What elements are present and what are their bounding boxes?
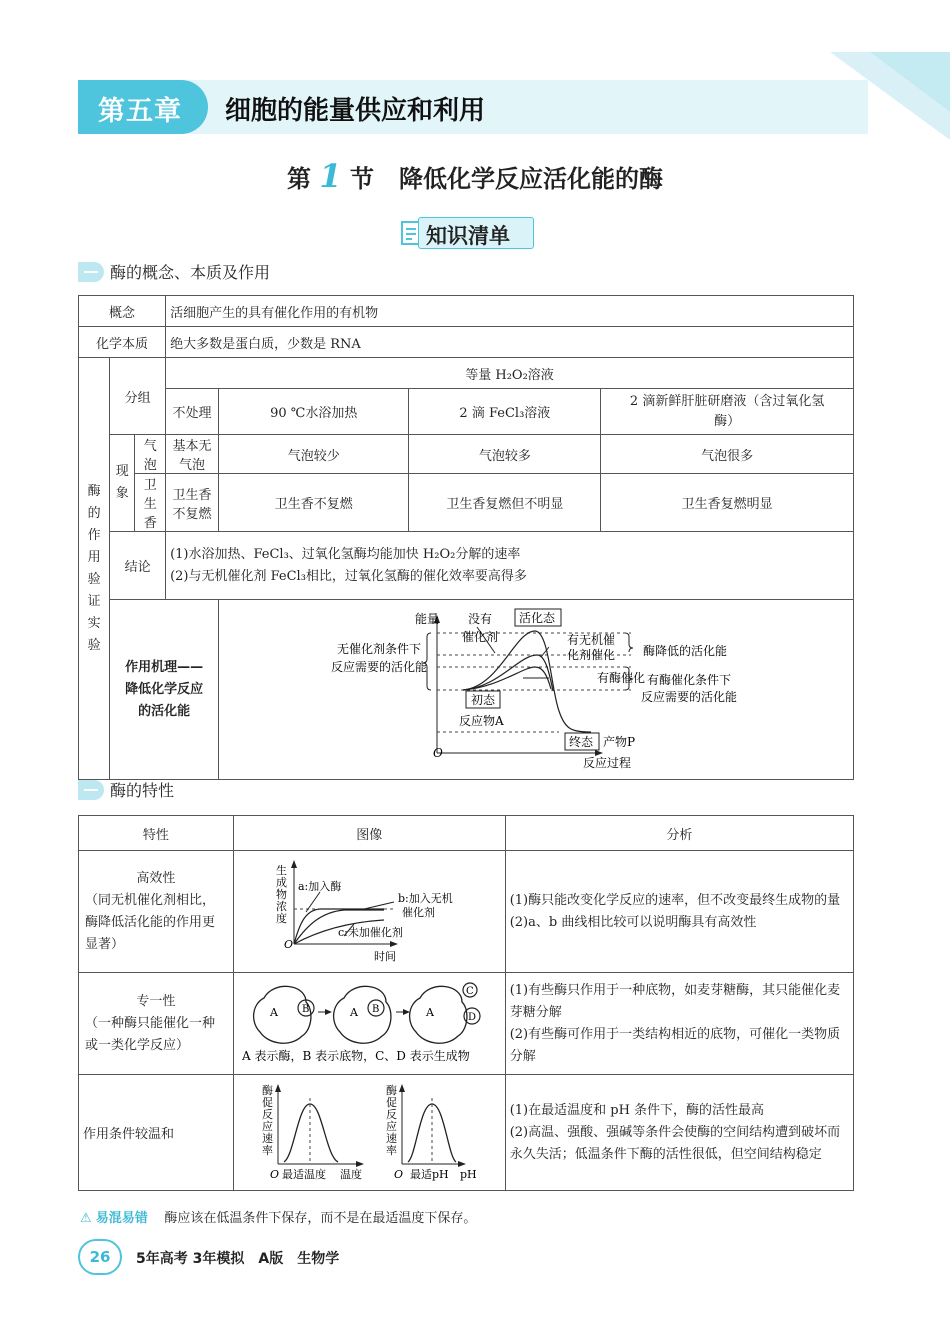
efficiency-ylabel-1: 生	[275, 863, 287, 877]
header-analysis: 分析	[505, 816, 853, 851]
group-cell: 2 滴 FeCl₃溶液	[409, 389, 601, 435]
warning-icon: ⚠	[80, 1211, 92, 1226]
tip-label: 易混易错	[95, 1211, 148, 1226]
conclusion-1: (1)水浴加热、FeCl₃、过氧化氢酶均能加快 H₂O₂分解的速率	[170, 546, 521, 562]
solution-label: 等量 H₂O₂溶液	[166, 358, 854, 389]
product-C: C	[465, 985, 474, 997]
temp-ylabel-6: 率	[261, 1143, 273, 1157]
concept-label: 概念	[79, 296, 166, 327]
temp-ylabel-2: 促	[261, 1095, 273, 1109]
substrate-B-1: B	[301, 1003, 310, 1015]
curve-b-label-2: 催化剂	[401, 905, 435, 919]
efficiency-ylabel-3: 物	[275, 887, 287, 901]
chapter-tag	[78, 80, 208, 134]
incense-cell: 卫生香不复燃	[218, 474, 409, 532]
part2-title: 酶的特性	[110, 781, 175, 800]
bubble-cell: 气泡较多	[409, 435, 601, 474]
header-image: 图像	[233, 816, 505, 851]
origin-label: O	[432, 745, 443, 760]
bubble-cell: 气泡很多	[601, 435, 854, 474]
conclusion-label: 结论	[110, 532, 166, 600]
no-catalyst-label-1: 没有	[467, 611, 492, 626]
chapter-title: 细胞的能量供应和利用	[225, 96, 486, 126]
temp-axis-end: 温度	[339, 1167, 362, 1181]
page-number: 26	[89, 1248, 111, 1266]
temp-ylabel-4: 应	[261, 1119, 273, 1133]
knowledge-list-label: 知识清单	[426, 224, 510, 248]
bubble-label: 气泡	[135, 435, 166, 474]
phenomenon-label: 现象	[110, 435, 135, 532]
right-annotation-2b: 反应需要的活化能	[640, 689, 737, 704]
temp-ylabel-1: 酶	[261, 1083, 273, 1097]
efficiency-name: 高效性	[136, 870, 176, 886]
energy-axis-label: 能量	[414, 611, 439, 626]
ph-ylabel-2: 促	[385, 1095, 397, 1109]
efficiency-xlabel: 时间	[373, 949, 396, 963]
product-D: D	[467, 1011, 476, 1023]
book-title: 5年高考 3年模拟 A版 生物学	[136, 1251, 340, 1267]
nature-value: 绝大多数是蛋白质，少数是 RNA	[166, 327, 854, 358]
curve-a-label: a:加入酶	[297, 879, 341, 893]
corner-decoration	[830, 52, 950, 140]
specificity-caption: A 表示酶，B 表示底物，C、D 表示生成物	[241, 1048, 470, 1063]
inorganic-catalyst-label-2: 化剂催化	[566, 647, 615, 662]
ph-ylabel-4: 应	[385, 1119, 397, 1133]
efficiency-origin: O	[283, 937, 293, 951]
page-number-badge	[78, 1239, 122, 1275]
curve-b-label-1: b:加入无机	[397, 891, 453, 905]
group-cell: 90 ℃水浴加热	[218, 389, 409, 435]
group-label: 分组	[110, 358, 166, 435]
enzyme-A-2: A	[349, 1005, 358, 1019]
conditions-graphs	[234, 1076, 504, 1190]
incense-cell: 卫生香不复燃	[166, 474, 219, 532]
tip-text: 酶应该在低温条件下保存，而不是在最适温度下保存。	[164, 1211, 477, 1226]
left-annotation-1: 无催化剂条件下	[336, 641, 421, 656]
bubble-cell: 基本无气泡	[166, 435, 219, 474]
section-prefix: 第	[286, 164, 311, 193]
enzyme-A-1: A	[269, 1005, 278, 1019]
ph-ylabel-1: 酶	[385, 1083, 397, 1097]
efficiency-analysis-1: (1)酶只能改变化学反应的速率，但不改变最终生成物的量	[509, 892, 841, 908]
ph-ylabel-5: 速	[385, 1131, 397, 1145]
mechanism-label-2: 降低化学反应	[125, 681, 204, 697]
temp-optimal-label: 最适温度	[281, 1167, 326, 1181]
incense-label: 卫生香	[135, 474, 166, 532]
activated-state-label: 活化态	[518, 610, 555, 625]
mechanism-label-3: 的活化能	[138, 703, 191, 719]
efficiency-analysis-2: (2)a、b 曲线相比较可以说明酶具有高效性	[509, 914, 757, 930]
enzyme-concept-table	[78, 295, 854, 780]
final-state-label: 终态	[568, 734, 593, 749]
efficiency-graph	[234, 852, 504, 972]
specificity-analysis-2: (2)有些酶可作用于一类结构相近的底物，可催化一类物质分解	[509, 1026, 841, 1064]
right-annotation-1: 酶降低的活化能	[642, 643, 727, 658]
conditions-analysis-1: (1)在最适温度和 pH 条件下，酶的活性最高	[509, 1102, 765, 1118]
ph-optimal-label: 最适pH	[409, 1167, 449, 1181]
substrate-B-2: B	[371, 1003, 380, 1015]
efficiency-desc: （同无机催化剂相比，酶降低活化能的作用更显著）	[85, 892, 216, 952]
mild-conditions-name: 作用条件较温和	[79, 1075, 234, 1191]
concept-value: 活细胞产生的具有催化作用的有机物	[166, 296, 854, 327]
reactant-label: 反应物A	[458, 713, 504, 728]
ph-origin: O	[393, 1167, 403, 1181]
inorganic-catalyst-label-1: 有无机催	[566, 632, 615, 647]
conclusion-2: (2)与无机催化剂 FeCl₃相比，过氧化氢酶的催化效率要高得多	[170, 568, 527, 584]
group-cell: 不处理	[166, 389, 219, 435]
tip-row	[80, 1207, 476, 1226]
conditions-analysis-2: (2)高温、强酸、强碱等条件会使酶的空间结构遭到破坏而永久失活；低温条件下酶的活性很低，但空间结构稳定	[509, 1124, 841, 1162]
group-cell: 2 滴新鲜肝脏研磨液（含过氧化氢酶）	[601, 389, 854, 435]
temp-ylabel-5: 速	[261, 1131, 273, 1145]
x-axis-label: 反应过程	[582, 755, 631, 770]
section-suffix: 节	[349, 164, 374, 193]
specificity-desc: （一种酶只能催化一种或一类化学反应）	[85, 1015, 216, 1053]
left-annotation-2: 反应需要的活化能	[330, 659, 427, 674]
product-label: 产物P	[602, 734, 636, 749]
incense-cell: 卫生香复燃但不明显	[409, 474, 601, 532]
enzyme-A-3: A	[425, 1005, 434, 1019]
ph-ylabel-3: 反	[385, 1107, 397, 1121]
chapter-tag-text: 第五章	[98, 96, 182, 127]
bubble-cell: 气泡较少	[218, 435, 409, 474]
section-title-text: 降低化学反应活化能的酶	[399, 164, 664, 193]
specificity-diagram	[234, 974, 504, 1074]
efficiency-ylabel-5: 度	[275, 911, 287, 925]
specificity-analysis-1: (1)有些酶只作用于一种底物，如麦芽糖酶，其只能催化麦芽糖分解	[509, 982, 841, 1020]
enzyme-properties-table	[78, 815, 854, 1191]
specificity-name: 专一性	[136, 993, 176, 1009]
section-title	[0, 157, 950, 195]
efficiency-ylabel-2: 成	[275, 875, 287, 889]
right-annotation-2a: 有酶催化条件下	[646, 672, 731, 687]
enzyme-catalysis-label: 有酶催化	[596, 670, 645, 685]
knowledge-list-heading	[400, 217, 534, 249]
section-marker-icon	[78, 262, 104, 282]
efficiency-ylabel-4: 浓	[275, 899, 287, 913]
mechanism-label-1: 作用机理——	[125, 659, 204, 675]
incense-cell: 卫生香复燃明显	[601, 474, 854, 532]
initial-state-label: 初态	[470, 692, 495, 707]
section-number: 1	[319, 157, 342, 195]
experiment-label: 酶的作用验证实验	[79, 358, 110, 780]
nature-label: 化学本质	[79, 327, 166, 358]
part1-title: 酶的概念、本质及作用	[110, 263, 271, 282]
activation-energy-diagram	[219, 601, 853, 779]
temp-ylabel-3: 反	[261, 1107, 273, 1121]
ph-ylabel-6: 率	[385, 1143, 397, 1157]
no-catalyst-label-2: 催化剂	[461, 629, 498, 644]
header-property: 特性	[79, 816, 234, 851]
curve-c-label: c:未加催化剂	[337, 925, 403, 939]
ph-axis-end: pH	[459, 1167, 477, 1181]
section-marker-icon	[78, 780, 104, 800]
temp-origin: O	[269, 1167, 279, 1181]
